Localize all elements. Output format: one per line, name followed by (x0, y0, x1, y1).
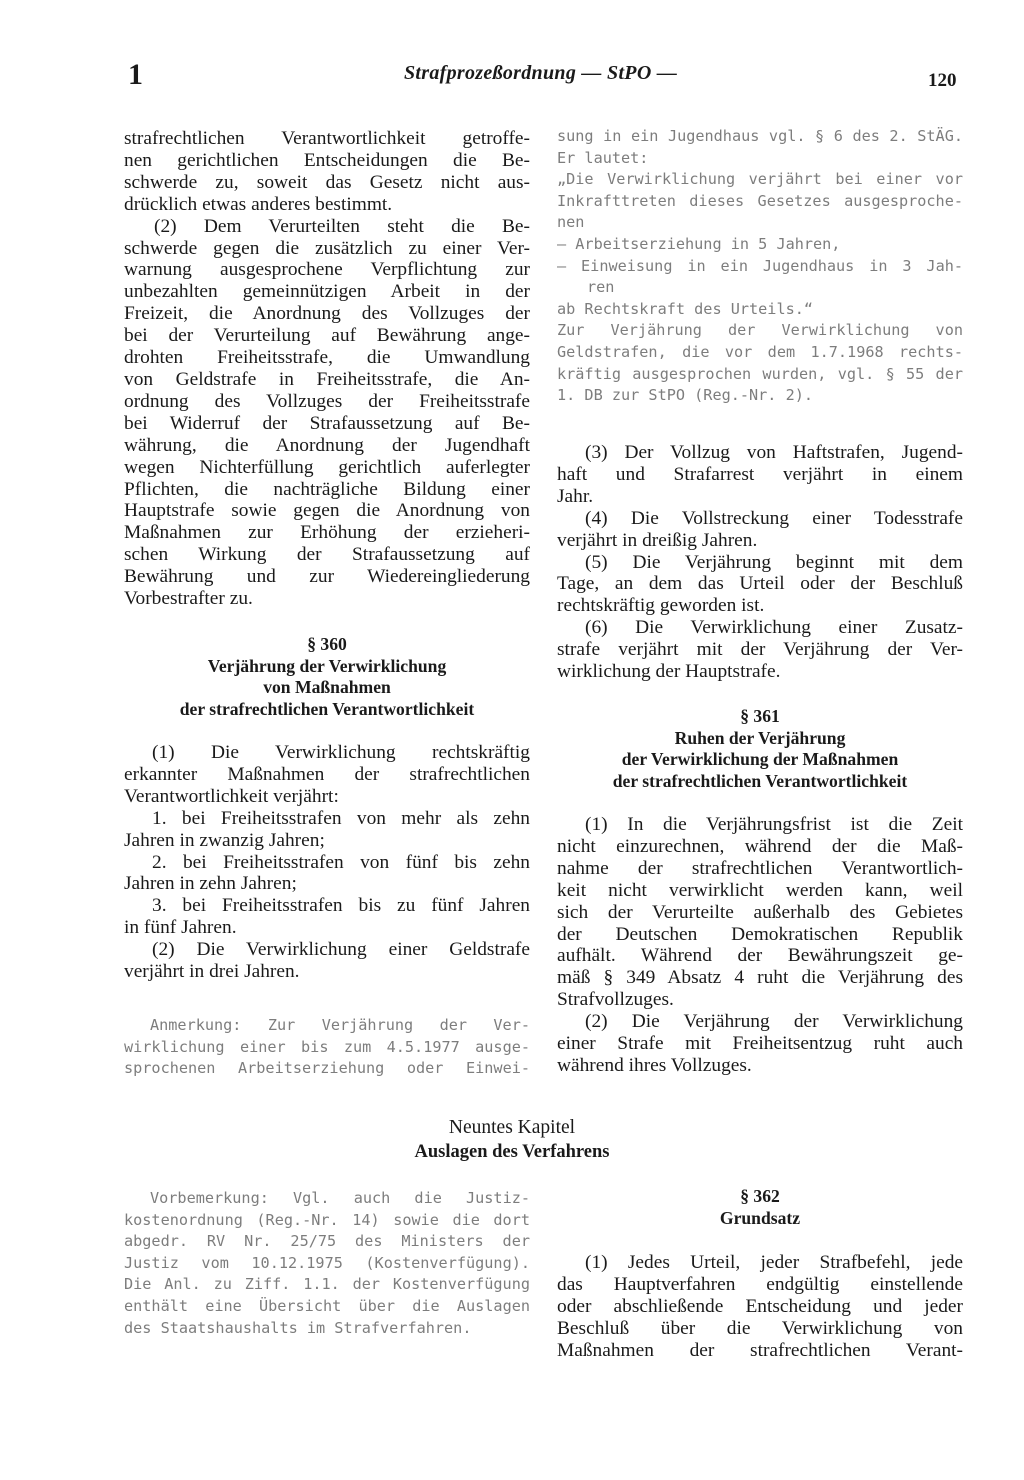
section-362-heading (557, 1186, 963, 1229)
note-line: Er lautet: (557, 148, 649, 167)
section-360-heading (124, 634, 530, 720)
paragraphs-3-to-6 (557, 442, 963, 683)
text-line: Bewährung und zur Wiedereingliederung (124, 566, 530, 588)
text-line: während ihres Vollzuges. (557, 1054, 752, 1076)
text-line: Beschluß über die Verwirklichung von (557, 1317, 963, 1339)
note-line: Anmerkung: Zur Verjährung der Ver- (150, 1016, 530, 1034)
note-line: nen (557, 213, 585, 232)
section-title-line: von Maßnahmen (263, 677, 391, 697)
text-line: Tage, an dem das Urteil oder der Beschluß (557, 573, 963, 595)
section-360-body (124, 742, 530, 983)
paragraph-6 (557, 617, 963, 683)
chapter-title: Auslagen des Verfahrens (414, 1142, 610, 1162)
note-line: kostenordnung (Reg.-Nr. 14) sowie die dort (124, 1210, 530, 1229)
note-line: Inkrafttreten dieses Gesetzes ausgesproche- (557, 191, 963, 210)
text-line: wirklichung der Hauptstrafe. (557, 661, 781, 683)
text-line: Verantwortlichkeit verjährt: (124, 785, 339, 807)
text-line: Freizeit, die Anordnung des Vollzuges der (124, 303, 530, 325)
section-title-line: der Verwirklichung der Maßnahmen (621, 749, 899, 769)
text-line: von Geldstrafe in Freiheitsstrafe, die An- (124, 368, 530, 390)
text-line: verjährt in dreißig Jahren. (557, 529, 758, 551)
text-line: (4) Die Vollstreckung einer Todesstrafe (585, 507, 963, 529)
section-title-line: der strafrechtlichen Verantwortlichkeit (612, 770, 908, 791)
text-line: (6) Die Verwirklichung einer Zusatz- (585, 617, 963, 639)
note-line: wirklichung einer bis zum 4.5.1977 ausge- (124, 1037, 530, 1056)
note-line: sung in ein Jugendhaus vgl. § 6 des 2. StÄG. (557, 127, 963, 145)
text-line: schwerde gegen die zusätzlich zu einer Ver- (124, 237, 530, 259)
text-line: oder abschließende Entscheidung und jeder (557, 1295, 963, 1317)
text-line: Jahren in zwanzig Jahren; (124, 829, 325, 851)
chapter-number: 1 (128, 58, 143, 91)
note-line: enthält eine Übersicht über die Auslagen (124, 1296, 530, 1315)
text-line: strafrechtlichen Verantwortlichkeit getroffe- (124, 128, 530, 149)
text-line: Strafvollzuges. (557, 989, 674, 1011)
running-title: Strafprozeßordnung — StPO — (404, 62, 678, 84)
text-line: das Hauptverfahren endgültig einstellende (557, 1273, 963, 1295)
text-line: währung, die Anordnung der Jugendhaft (124, 434, 530, 456)
text-line: nicht einzurechnen, während der die Maß- (557, 835, 963, 857)
text-line: Maßnahmen zur Erhöhung der erzieheri- (124, 522, 530, 544)
chapter-number-label: Neuntes Kapitel (448, 1117, 576, 1138)
list-item (124, 808, 530, 852)
paragraph-3 (557, 442, 963, 508)
text-line: sich der Verurteilte außerhalb des Gebietes (557, 901, 963, 923)
text-line: haft und Strafarrest verjährt in einem (557, 463, 963, 485)
text-line: drohten Freiheitsstrafe, die Umwandlung (124, 347, 530, 369)
note-line: Zur Verjährung der Verwirklichung von (557, 321, 963, 340)
section-title-line: der strafrechtlichen Verantwortlichkeit (179, 698, 475, 719)
text-line: (1) In die Verjährungsfrist ist die Zeit (585, 814, 963, 835)
list-item (124, 895, 530, 939)
page-number: 120 (928, 70, 957, 91)
note-line: ab Rechtskraft des Urteils.“ (557, 299, 814, 318)
paragraph-1 (124, 742, 530, 808)
section-number: § 362 (740, 1186, 780, 1206)
text-line: in fünf Jahren. (124, 917, 237, 939)
text-line: der Deutschen Demokratischen Republik (557, 923, 963, 945)
section-number: § 361 (740, 706, 780, 726)
text-line: (2) Die Verjährung der Verwirklichung (585, 1011, 963, 1033)
text-line: 2. bei Freiheitsstrafen von fünf bis zehn (152, 851, 530, 873)
text-line: (1) Die Verwirklichung rechtskräftig (152, 742, 530, 763)
note-line: des Staatshaushalts im Strafverfahren. (124, 1318, 472, 1337)
page-header (0, 0, 1024, 110)
text-line: warnung ausgesprochene Verpflichtung zur (124, 259, 530, 281)
note-line: Vorbemerkung: Vgl. auch die Justiz- (150, 1189, 530, 1207)
text-line: wegen Nichterfüllung gerichtlich auferlegter (124, 456, 530, 478)
text-line: (2) Dem Verurteilten steht die Be- (154, 215, 530, 237)
text-line: 1. bei Freiheitsstrafen von mehr als zehn (152, 807, 530, 829)
text-line: erkannter Maßnahmen der strafrechtlichen (124, 763, 530, 785)
note-line: abgedr. RV Nr. 25/75 des Ministers der (124, 1232, 530, 1251)
text-line: schwerde zu, soweit das Gesetz nicht aus- (124, 171, 530, 193)
text-line: Jahren in zehn Jahren; (124, 873, 297, 895)
text-line: bei Widerruf der Strafaussetzung auf Be- (124, 412, 530, 434)
text-line: (3) Der Vollzug von Haftstrafen, Jugend- (585, 442, 963, 463)
text-line: Hauptstrafe sowie gegen die Anordnung von (124, 500, 530, 522)
left-column (124, 128, 530, 610)
note-line: 1. DB zur StPO (Reg.-Nr. 2). (557, 386, 814, 405)
section-362-body (557, 1252, 963, 1362)
chapter-heading (300, 1116, 724, 1164)
paragraph-continuation (124, 128, 530, 216)
text-line: 3. bei Freiheitsstrafen bis zu fünf Jahren (152, 895, 530, 917)
text-line: drücklich etwas anderes bestimmt. (124, 193, 393, 215)
text-line: (5) Die Verjährung beginnt mit dem (585, 551, 963, 573)
text-line: strafe verjährt mit der Verjährung der Ver- (557, 639, 963, 661)
section-361-body (557, 814, 963, 1077)
annotation-note (124, 1015, 530, 1080)
text-line: Jahr. (557, 485, 594, 507)
list-item (124, 852, 530, 896)
paragraph-5 (557, 552, 963, 618)
paragraph-1 (557, 1252, 963, 1362)
annotation-note-continuation (557, 126, 963, 407)
text-line: mäß § 349 Absatz 4 ruht die Verjährung des (557, 967, 963, 989)
preliminary-note (124, 1188, 530, 1339)
text-line: rechtskräftig geworden ist. (557, 595, 765, 617)
note-line: — Arbeitserziehung in 5 Jahren, (557, 234, 841, 253)
note-line: ren (587, 278, 615, 297)
paragraph-2 (124, 939, 530, 983)
section-title-line: Verjährung der Verwirklichung (207, 655, 447, 676)
text-line: unbezahlten gemeinnützigen Arbeit in der (124, 281, 530, 303)
note-line: Geldstrafen, die vor dem 1.7.1968 rechts- (557, 342, 963, 361)
text-line: ordnung des Vollzuges der Freiheitsstrafe (124, 390, 530, 412)
text-line: einer Strafe mit Freiheitsentzug ruht auch (557, 1033, 963, 1055)
text-line: Vorbestrafter zu. (124, 588, 253, 610)
paragraph-2 (124, 216, 530, 610)
text-line: (2) Die Verwirklichung einer Geldstrafe (152, 939, 530, 961)
text-line: Pflichten, die nachträgliche Bildung einer (124, 478, 530, 500)
section-title-line: Ruhen der Verjährung (674, 727, 846, 748)
text-line: verjährt in drei Jahren. (124, 961, 300, 983)
section-title: Grundsatz (719, 1207, 801, 1228)
text-line: schen Wirkung der Strafaussetzung auf (124, 544, 530, 566)
text-line: nen gerichtlichen Entscheidungen die Be- (124, 149, 530, 171)
paragraph-1 (557, 814, 963, 1011)
paragraph-4 (557, 508, 963, 552)
text-line: nahme der strafrechtlichen Verantwortlich- (557, 857, 963, 879)
text-line: (1) Jedes Urteil, jeder Strafbefehl, jede (585, 1252, 963, 1273)
note-line: Die Anl. zu Ziff. 1.1. der Kostenverfügung (124, 1275, 530, 1294)
text-line: keit nicht verwirklicht werden kann, weil (557, 879, 963, 901)
note-line: kräftig ausgesprochen wurden, vgl. § 55 der (557, 364, 963, 383)
text-line: aufhält. Während der Bewährungszeit ge- (557, 945, 963, 967)
note-line: sprochenen Arbeitserziehung oder Einwei- (124, 1059, 530, 1078)
note-line: „Die Verwirklichung verjährt bei einer vor (557, 170, 963, 189)
text-line: bei der Verurteilung auf Bewährung ange- (124, 325, 530, 347)
note-line: — Einweisung in ein Jugendhaus in 3 Jah- (557, 256, 963, 275)
note-line: Justiz vom 10.12.1975 (Kostenverfügung). (124, 1253, 530, 1272)
paragraph-2 (557, 1011, 963, 1077)
section-number: § 360 (307, 634, 347, 654)
text-line: Maßnahmen der strafrechtlichen Verant- (557, 1339, 963, 1361)
section-361-heading (557, 706, 963, 792)
